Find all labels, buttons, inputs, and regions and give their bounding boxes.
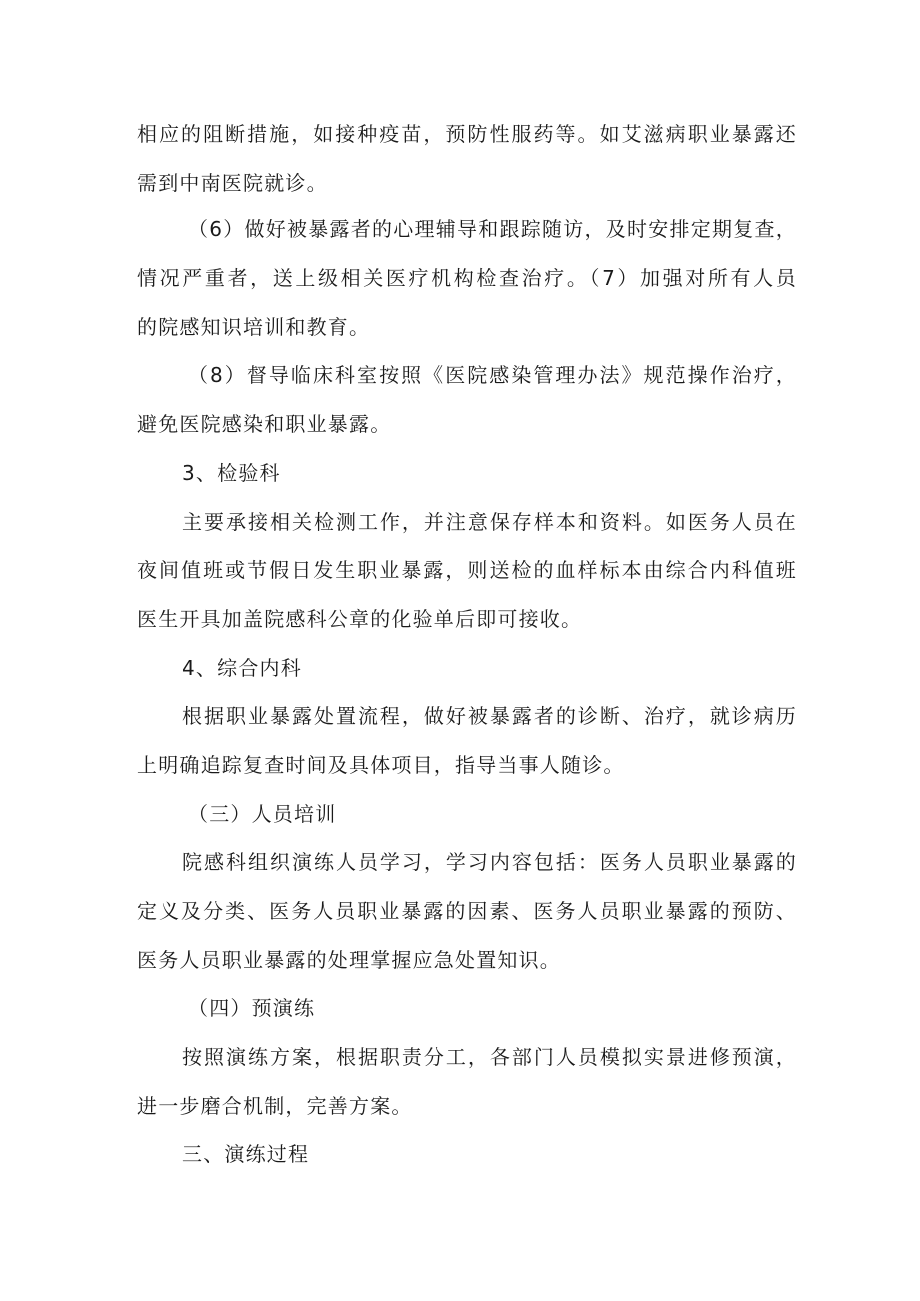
text-line: 夜间值班或节假日发生职业暴露，则送检的血样标本由综合内科值班 (137, 558, 797, 582)
section-heading: 3、检验科 (182, 461, 281, 485)
text-line: 医务人员职业暴露的处理掌握应急处置知识。 (137, 948, 561, 972)
text-line: 进一步磨合机制，完善方案。 (137, 1094, 413, 1118)
section-heading: （三）人员培训 (188, 802, 337, 826)
text-line: 按照演练方案，根据职责分工，各部门人员模拟实景进修预演， (182, 1045, 797, 1069)
text-line: 院感科组织演练人员学习，学习内容包括：医务人员职业暴露的 (182, 850, 797, 874)
text-line: 上明确追踪复查时间及具体项目，指导当事人随诊。 (137, 753, 625, 777)
text-line: 的院感知识培训和教育。 (137, 315, 371, 339)
text-line: （6）做好被暴露者的心理辅导和跟踪随访，及时安排定期复查， (188, 217, 797, 241)
text-line: 相应的阻断措施，如接种疫苗，预防性服药等。如艾滋病职业暴露还 (137, 122, 797, 146)
section-heading: 4、综合内科 (182, 656, 302, 680)
text-line: 主要承接相关检测工作，并注意保存样本和资料。如医务人员在 (182, 510, 797, 534)
text-line: 避免医院感染和职业暴露。 (137, 412, 392, 436)
text-line: 医生开具加盖院感科公章的化验单后即可接收。 (137, 607, 583, 631)
text-line: （8）督导临床科室按照《医院感染管理办法》规范操作治疗， (188, 363, 797, 387)
text-line: 情况严重者，送上级相关医疗机构检查治疗。（7）加强对所有人员 (137, 266, 797, 290)
text-line: 需到中南医院就诊。 (137, 171, 328, 195)
section-heading: （四）预演练 (188, 996, 316, 1020)
text-line: 根据职业暴露处置流程，做好被暴露者的诊断、治疗，就诊病历 (182, 704, 797, 728)
section-heading: 三、演练过程 (182, 1142, 310, 1166)
text-line: 定义及分类、医务人员职业暴露的因素、医务人员职业暴露的预防、 (137, 899, 797, 923)
